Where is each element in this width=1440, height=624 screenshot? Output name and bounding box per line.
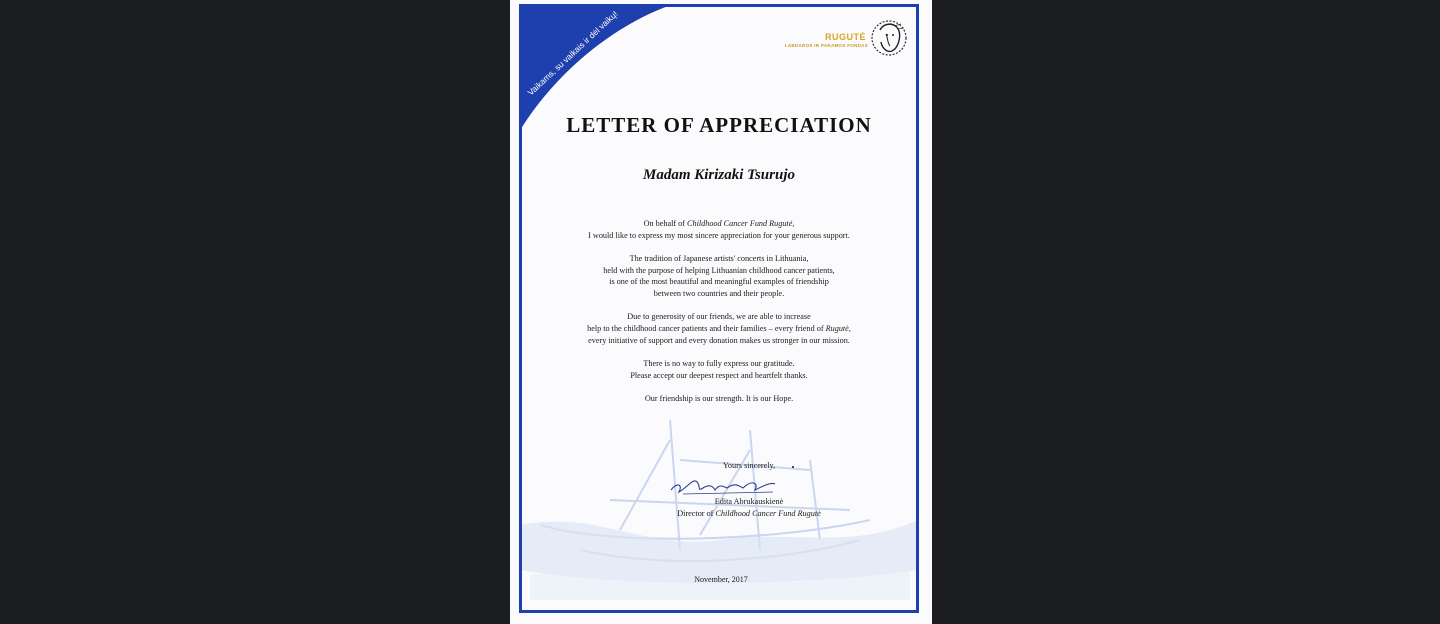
ink-dot (792, 466, 794, 468)
signer-title: Director of (677, 508, 716, 518)
signer-name: Edita Abrukauskienė (714, 497, 784, 506)
logo-subtitle: LABDAROS IR PARAMOS FONDAS (784, 43, 868, 48)
closing: Yours sincerely, (722, 461, 776, 470)
recipient-name: Madam Kirizaki Tsurujo (643, 167, 795, 183)
text-line: every initiative of support and every donation makes us stronger in our mission. (588, 335, 850, 345)
paragraph-5 (519, 393, 919, 405)
text-line: held with the purpose of helping Lithuanian childhood cancer patients, (603, 265, 835, 275)
fund-name: Rugutė (825, 323, 849, 333)
paragraph-3 (519, 311, 919, 346)
text-line: Our friendship is our strength. It is our Hope. (644, 393, 794, 403)
letter-body (519, 218, 919, 416)
letter-title: LETTER OF APPRECIATION (566, 113, 872, 137)
paragraph-2 (519, 253, 919, 300)
text-line: , (792, 219, 795, 228)
text-line: There is no way to fully express our gratitude. (643, 358, 795, 368)
logo-name: RUGUTĖ (825, 32, 866, 42)
text-line: Please accept our deepest respect and heartfelt thanks. (630, 370, 808, 380)
text-line: help to the childhood cancer patients and their families – every friend of (587, 323, 826, 333)
fund-name: Childhood Cancer Fund Rugutė (687, 219, 793, 228)
girl-emblem-icon (870, 18, 908, 58)
text-line: I would like to express my most sincere appreciation for your generous support. (588, 230, 850, 240)
rugute-logo (770, 16, 912, 62)
text-line: Due to generosity of our friends, we are able to increase (627, 312, 811, 322)
text-line: between two countries and their people. (653, 289, 785, 299)
paragraph-4 (519, 358, 919, 381)
text-line: On behalf of (643, 219, 688, 228)
handwritten-signature (663, 472, 783, 498)
paragraph-1 (519, 218, 919, 241)
text-line: The tradition of Japanese artists' concerts in Lithuania, (629, 253, 809, 263)
signer-block (519, 496, 979, 519)
signer-org: Childhood Cancer Fund Rugutė (715, 508, 821, 518)
letter-date: November, 2017 (694, 575, 748, 584)
text-line: , (848, 323, 851, 333)
text-line: is one of the most beautiful and meaningful examples of friendship (609, 277, 829, 287)
slogan-text: Vaikams, su vaikais ir dėl vaikų! (525, 8, 620, 98)
